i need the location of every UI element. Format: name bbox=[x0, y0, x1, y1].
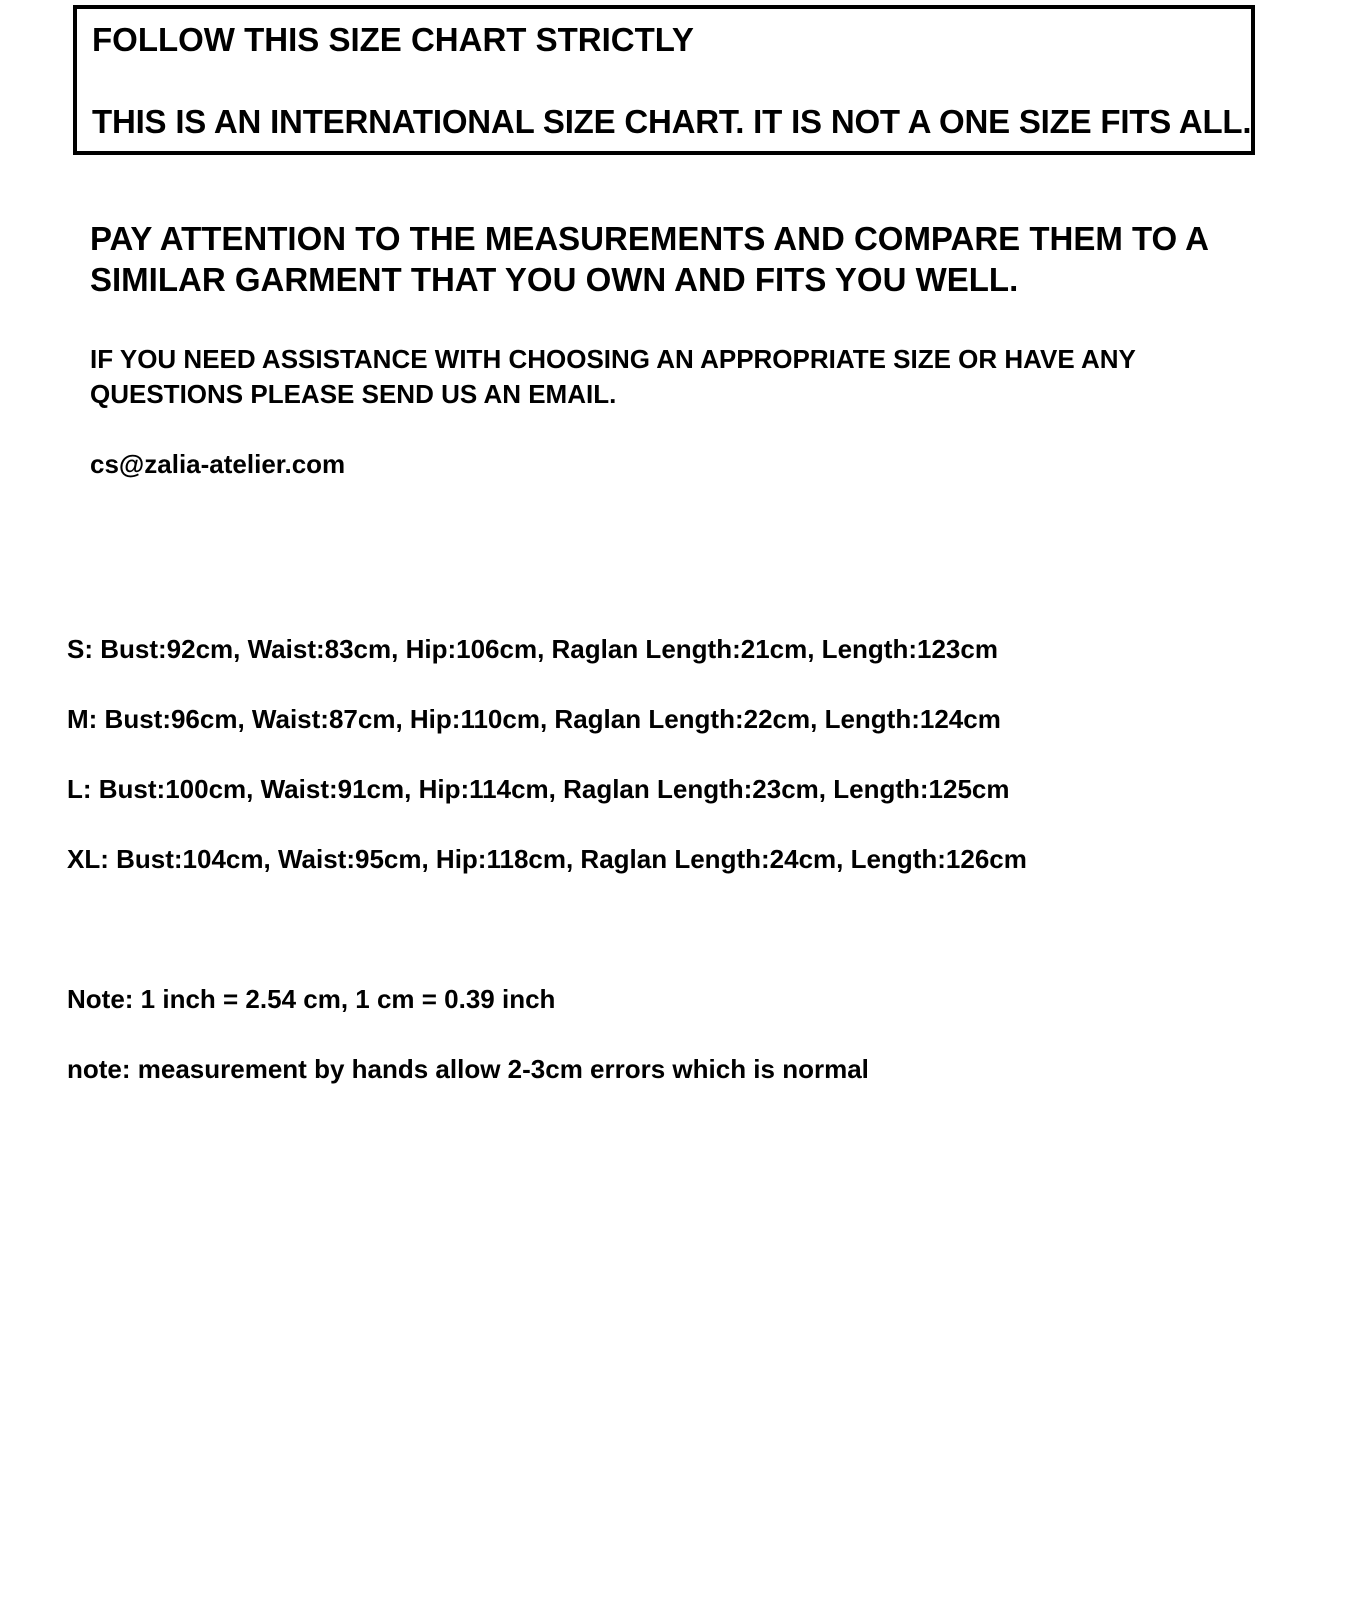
assistance-text-line-1: IF YOU NEED ASSISTANCE WITH CHOOSING AN APPROPRIATE SIZE OR HAVE ANY bbox=[90, 344, 1136, 374]
tolerance-note: note: measurement by hands allow 2-3cm errors which is normal bbox=[67, 1054, 869, 1084]
size-row-xl: XL: Bust:104cm, Waist:95cm, Hip:118cm, Raglan Length:24cm, Length:126cm bbox=[67, 844, 1027, 874]
size-row-m: M: Bust:96cm, Waist:87cm, Hip:110cm, Raglan Length:22cm, Length:124cm bbox=[67, 704, 1001, 734]
notice-box bbox=[73, 5, 1255, 155]
conversion-note: Note: 1 inch = 2.54 cm, 1 cm = 0.39 inch bbox=[67, 984, 556, 1014]
size-row-l: L: Bust:100cm, Waist:91cm, Hip:114cm, Raglan Length:23cm, Length:125cm bbox=[67, 774, 1010, 804]
assistance-text-line-2: QUESTIONS PLEASE SEND US AN EMAIL. bbox=[90, 379, 617, 409]
notice-subheading: THIS IS AN INTERNATIONAL SIZE CHART. IT IS NOT A ONE SIZE FITS ALL. bbox=[92, 103, 1252, 140]
notice-heading: FOLLOW THIS SIZE CHART STRICTLY bbox=[92, 21, 694, 58]
attention-text-line-2: SIMILAR GARMENT THAT YOU OWN AND FITS YOU WELL. bbox=[90, 261, 1019, 298]
size-row-s: S: Bust:92cm, Waist:83cm, Hip:106cm, Raglan Length:21cm, Length:123cm bbox=[67, 634, 998, 664]
contact-email: cs@zalia-atelier.com bbox=[90, 449, 346, 479]
attention-text-line-1: PAY ATTENTION TO THE MEASUREMENTS AND COMPARE THEM TO A bbox=[90, 220, 1210, 257]
